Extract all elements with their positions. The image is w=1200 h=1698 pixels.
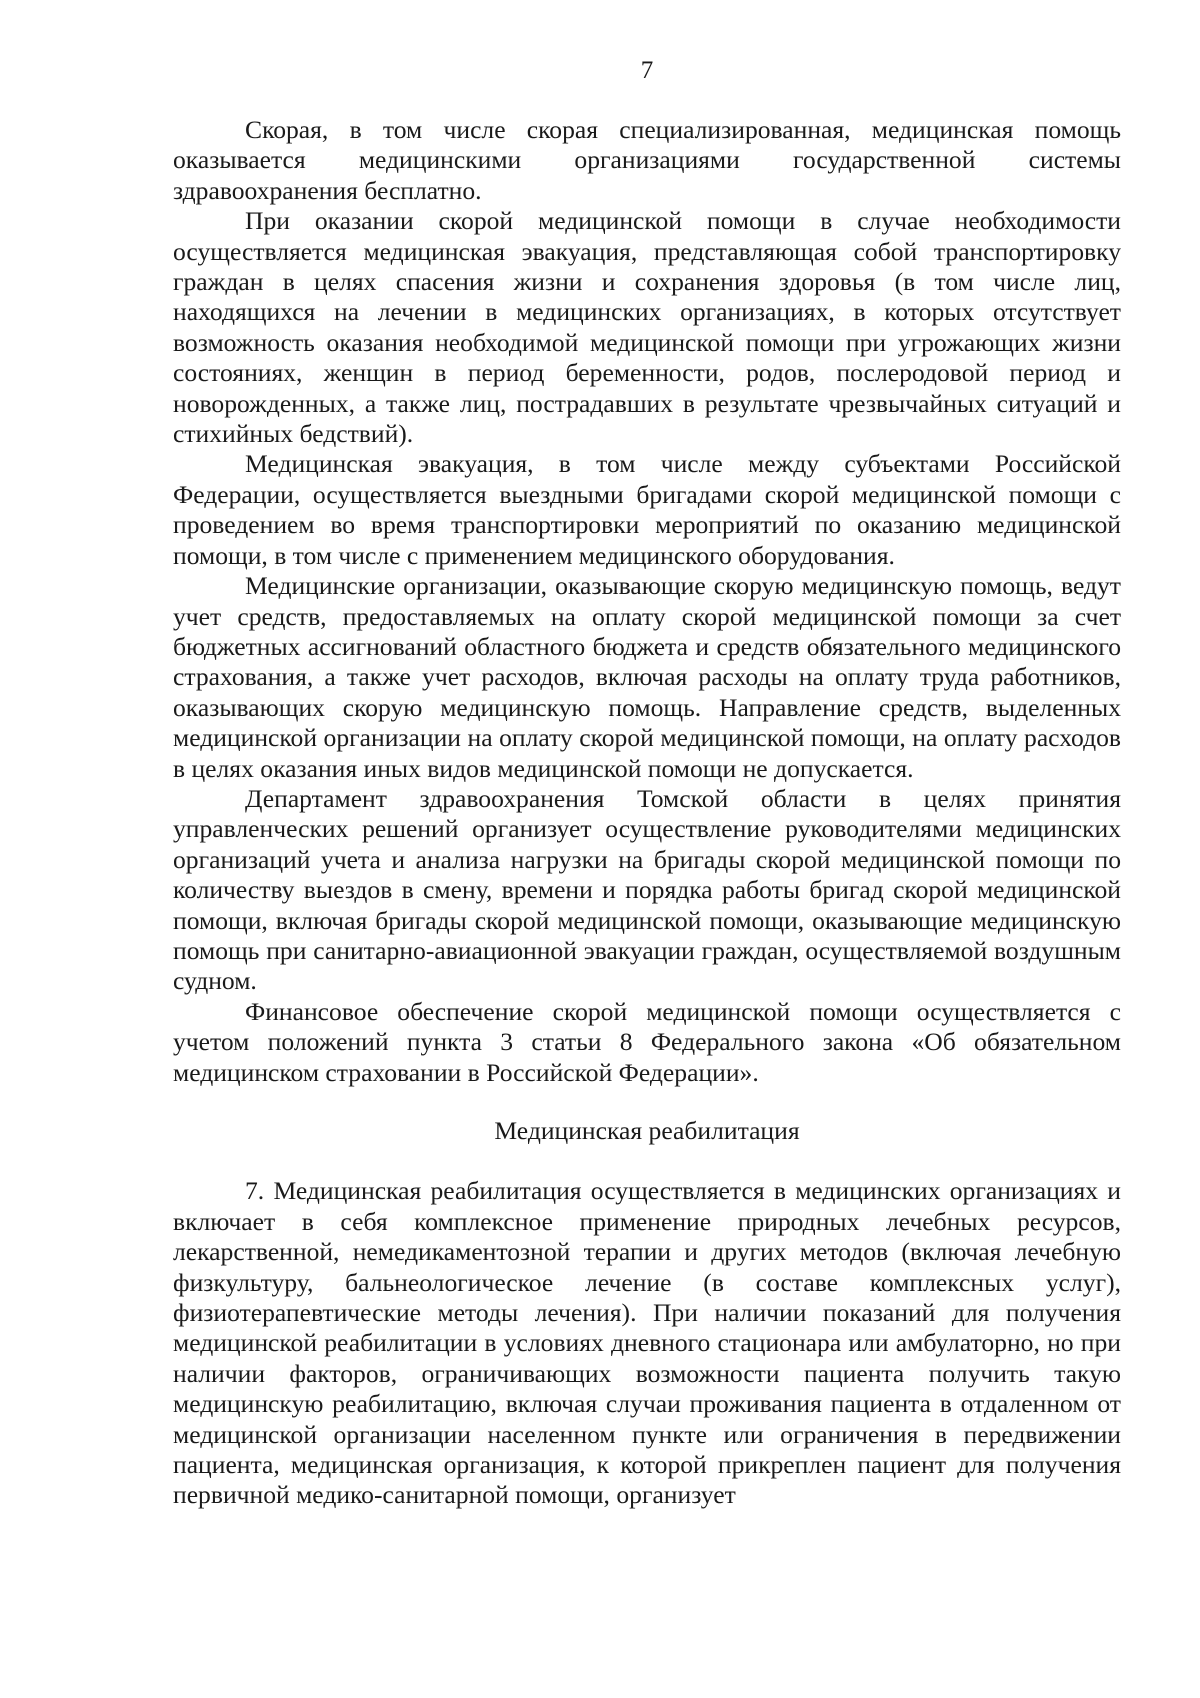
paragraph-accounting-of-funds: Медицинские организации, оказывающие скорую медицинскую помощь, ведут учет средств, предоставляемых на оплату скорой медицинской помощи за счет бюджетных ассигнований областного бюджета и средств обязательного медицинского страхования, а также учет расходов, включая расходы на оплату труда работников, оказывающих скорую медицинскую помощь. Направление средств, выделенных медицинской организации на оплату скорой медицинской помощи, на оплату расходов в целях оказания иных видов медицинской помощи не допускается. — [173, 571, 1121, 783]
paragraph-rehabilitation-item-7: 7. Медицинская реабилитация осуществляется в медицинских организациях и включает в себя комплексное применение природных лечебных ресурсов, лекарственной, немедикаментозной терапии и других методов (включая лечебную физкультуру, бальнеологическое лечение (в составе комплексных услуг), физиотерапевтические методы лечения). При наличии показаний для получения медицинской реабилитации в условиях дневного стационара или амбулаторно, но при наличии факторов, ограничивающих возможности пациента получить такую медицинскую реабилитацию, включая случаи проживания пациента в отдаленном от медицинской организации населенном пункте или ограничения в передвижении пациента, медицинская организация, к которой прикреплен пациент для получения первичной медико-санитарной помощи, организует — [173, 1176, 1121, 1510]
paragraph-emergency-care-free: Скорая, в том числе скорая специализированная, медицинская помощь оказывается медицинскими организациями государственной системы здравоохранения бесплатно. — [173, 115, 1121, 205]
paragraph-evacuation-between-regions: Медицинская эвакуация, в том числе между субъектами Российской Федерации, осуществляется выездными бригадами скорой медицинской помощи с проведением во время транспортировки мероприятий по оказанию медицинской помощи, в том числе с применением медицинского оборудования. — [173, 449, 1121, 570]
document-body — [173, 115, 1121, 1511]
paragraph-medical-evacuation: При оказании скорой медицинской помощи в случае необходимости осуществляется медицинская эвакуация, представляющая собой транспортировку граждан в целях спасения жизни и сохранения здоровья (в том числе лиц, находящихся на лечении в медицинских организациях, в которых отсутствует возможность оказания необходимой медицинской помощи при угрожающих жизни состояниях, женщин в период беременности, родов, послеродовой период и новорожденных, а также лиц, пострадавших в результате чрезвычайных ситуаций и стихийных бедствий). — [173, 206, 1121, 449]
page-number: 7 — [640, 57, 654, 84]
paragraph-financial-provision: Финансовое обеспечение скорой медицинской помощи осуществляется с учетом положений пункта 3 статьи 8 Федерального закона «Об обязательном медицинском страховании в Российской Федерации». — [173, 996, 1121, 1087]
section-heading-rehabilitation: Медицинская реабилитация — [494, 1116, 800, 1145]
paragraph-department-workload-analysis: Департамент здравоохранения Томской области в целях принятия управленческих решений организует осуществление руководителями медицинских организаций учета и анализа нагрузки на бригады скорой медицинской помощи по количеству выездов в смену, времени и порядка работы бригад скорой медицинской помощи, включая бригады скорой медицинской помощи, оказывающие медицинскую помощь при санитарно-авиационной эвакуации граждан, осуществляемой воздушным судном. — [173, 783, 1121, 996]
